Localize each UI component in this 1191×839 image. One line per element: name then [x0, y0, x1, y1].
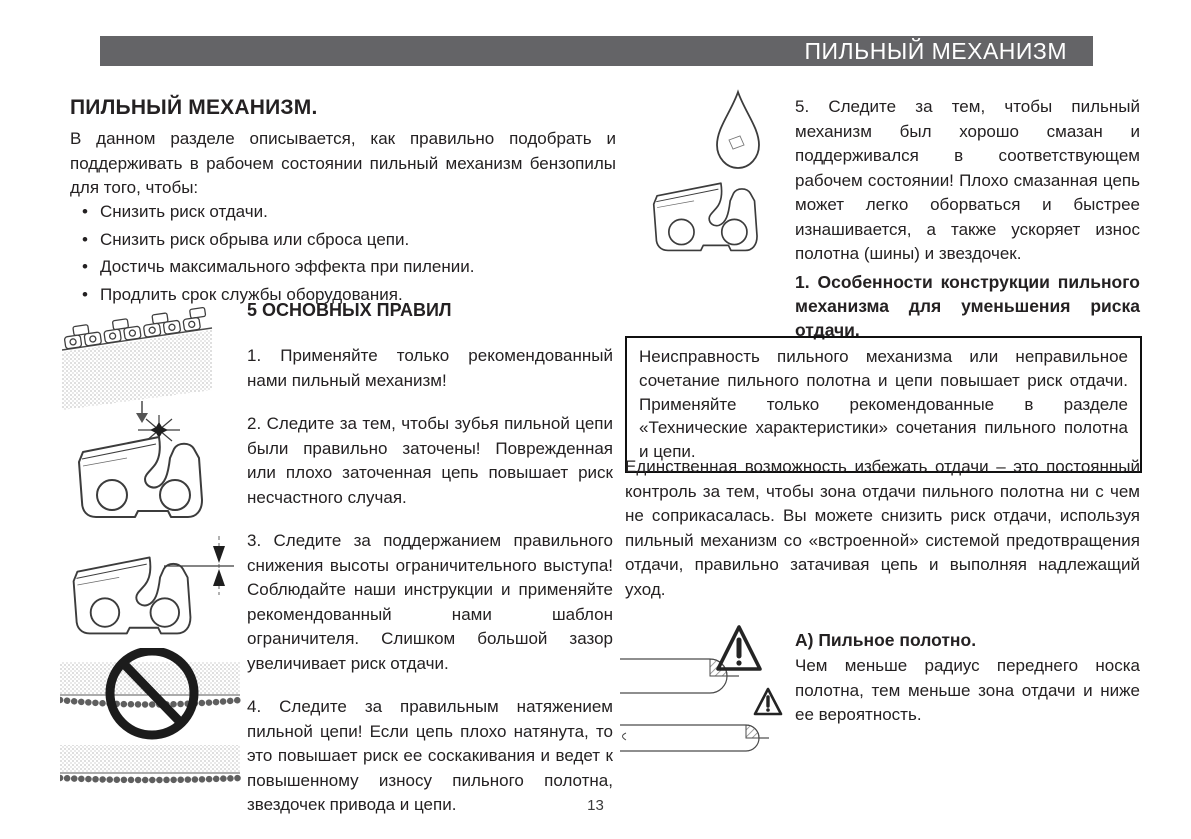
warning-triangle-small-icon [755, 689, 781, 714]
depth-gauge-illustration [66, 533, 236, 646]
sharp-tooth-illustration [68, 415, 214, 527]
bullet-icon: • [82, 229, 88, 249]
page-number: 13 [587, 797, 604, 814]
oil-drop-illustration [643, 88, 793, 276]
bullet-icon: • [82, 257, 88, 276]
bullet-icon: • [82, 202, 88, 221]
warning-box: Неисправность пильного механизма или неправильное сочетание пильного полотна и цепи повышает риск отдачи. Применяйте только рекомендованные в разделе «Технические характеристики» сочетания пильного полотна и цепи. [625, 336, 1142, 473]
loose-chain-prohibition-illustration [60, 648, 242, 785]
page-header-title: ПИЛЬНЫЙ МЕХАНИЗМ [804, 38, 1067, 64]
warning-triangle-icon [718, 627, 760, 669]
rules-title: 5 ОСНОВНЫХ ПРАВИЛ [247, 300, 452, 320]
section-title: ПИЛЬНЫЙ МЕХАНИЗМ. [70, 96, 318, 119]
list-item: • Снизить риск обрыва или сброса цепи. [70, 226, 616, 254]
rule-2: 2. Следите за тем, чтобы зубья пильной цепи были правильно заточены! Поврежденная или плохо заточенная цепь повышает риск несчастного случая. [247, 414, 613, 507]
intro-paragraph: В данном разделе описывается, как правильно подобрать и поддерживать в рабочем состоянии пильный механизм бензопилы для того, чтобы: [70, 129, 616, 197]
section-a-heading: А) Пильное полотно. [795, 630, 977, 650]
bullet-icon: • [82, 284, 88, 304]
section-a-text: Чем меньше радиус переднего носка полотна, тем меньше зона отдачи и ниже ее вероятность. [795, 656, 1140, 724]
rule-4: 4. Следите за правильным натяжением пильной цепи! Если цепь плохо натянута, то это повышает риск ее соскакивания и ведет к повышенному износу пильного полотна, звездочек привода и цепи. [247, 697, 613, 814]
kickback-paragraph: Единственная возможность избежать отдачи – это постоянный контроль за тем, чтобы зона отдачи пильного полотна ни с чем не соприкасалась. Вы можете снизить риск отдачи, используя пильный механизм со «встроенной» системой предотвращения отдачи, правильно затачивая цепь и выполняя надлежащий уход. [625, 457, 1140, 599]
intro-bullet-list [70, 198, 616, 308]
rule-1: 1. Применяйте только рекомендованный нами пильный механизм! [247, 346, 613, 390]
rule-3: 3. Следите за поддержанием правильного снижения высоты ограничительного выступа! Соблюдайте наши инструкции и применяйте рекомендованный нами шаблон ограничителя. Слишком большой зазор увеличивает риск отдачи. [247, 531, 613, 673]
list-item: • Продлить срок службы оборудования. [70, 281, 616, 309]
page-header-band [100, 36, 1093, 66]
bar-nose-illustration [618, 617, 804, 769]
oil-drop-icon [717, 92, 759, 168]
rules-block [247, 300, 613, 837]
section-1-heading: 1. Особенности конструкции пильного механизма для уменьшения риска отдачи. [795, 272, 1140, 340]
chain-on-bar-illustration [62, 298, 214, 424]
list-item: • Снизить риск отдачи. [70, 198, 616, 226]
rule-5: 5. Следите за тем, чтобы пильный механизм был хорошо смазан и поддерживался в соответствующем рабочем состоянии! Плохо смазанная цепь может легко оборваться и быстрее изнашивается, а также ускоряет износ полотна (шины) и звездочек. [795, 97, 1140, 263]
list-item: • Достичь максимального эффекта при пилении. [70, 253, 616, 281]
